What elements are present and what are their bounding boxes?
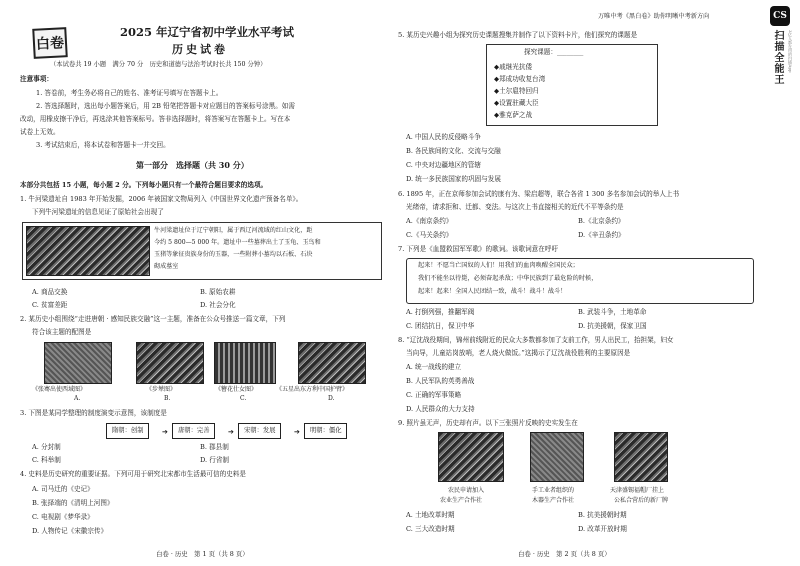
q7-lyric-line: 起来！起来！全国人民团结一致，战斗！战斗！战斗！ [418,288,567,295]
q6-option-a[interactable]: A.《南京条约》 [406,217,453,225]
exam-subtitle: 历史试卷 [172,43,228,56]
q7-option-d[interactable]: D. 抗美援朝，保家卫国 [578,322,647,330]
part1-title: 第一部分 选择题（共 30 分） [136,160,249,170]
q7-lyric-line: 我们不能坐以待毙，必须奋起杀敌；中华民族到了最危险的时候， [418,275,598,282]
q6-stem: 光绪帝，请求拒和、迁都、变法。与这次上书直接相关的近代不平等条约是 [406,203,624,211]
q8-stem: 8. “辽沈战役期间，锦州前线附近的民众大多数都参加了支前工作，男人出民工，抬担架，妇女 [398,336,674,344]
q3-chain-step: 隋朝：创制 [106,423,149,439]
camscanner-logo: CS [770,6,790,26]
q9-caption: 木器生产合作社 [532,497,575,504]
q5-card-item: ◆雅克萨之战 [494,111,533,119]
q4-stem: 4. 史料是历史研究的重要证据。下列可用于研究北宋都市生活最可信的史料是 [20,470,246,478]
q4-option-c[interactable]: C. 电视剧《梦华录》 [32,513,94,521]
q1-box-line: 牛河梁遗址位于辽宁朝阳，属于西辽河流域的红山文化，距 [154,227,313,234]
q3-option-d[interactable]: D. 行省制 [200,456,230,464]
q2-caption-a: 《张骞出使西域图》 [32,386,87,393]
notice-line: 改动，用橡皮擦干净后，再选涂其他答案标号。答非选择题时，将答案写在答题卡上。写在本 [20,115,291,123]
part1-intro: 本部分共包括 15 小题，每小题 2 分。下列每小题只有一个最符合题目要求的选项。 [20,181,268,189]
q9-option-c[interactable]: C. 三大改造时期 [406,525,455,533]
q1-stem: 下列牛河梁遗址的信息见证了原始社会出现了 [32,208,164,216]
q2-caption-c: 《簪花仕女图》 [215,386,258,393]
notice-line: 1. 答卷前，考生务必将自己的姓名、准考证号填写在答题卡上。 [36,89,223,97]
q9-caption: 农业生产合作社 [440,497,483,504]
q9-option-d[interactable]: D. 改革开放时期 [578,525,627,533]
q9-option-b[interactable]: B. 抗美援朝时期 [578,511,627,519]
q2-letter: D. [328,395,335,402]
niuheliang-site-photo [26,226,150,276]
q7-lyric-line: 起来！不愿当亡国奴的人们！用我们的血肉唤醒全国民众； [418,262,579,269]
q1-option-d[interactable]: D. 社会分化 [200,301,236,309]
q3-chain-step: 明朝：僵化 [304,423,347,439]
q5-option-a[interactable]: A. 中国人民的反侵略斗争 [406,133,481,141]
notice-line: 3. 考试结束后，将本试卷和答题卡一并交回。 [36,141,170,149]
page-2 [398,0,760,566]
exam-title: 2025 年辽宁省初中学业水平考试 [120,25,295,39]
q7-option-b[interactable]: B. 武装斗争，土地革命 [578,308,647,316]
q1-option-c[interactable]: C. 贫富差距 [32,301,68,309]
q2-letter: B. [164,395,171,402]
q6-option-b[interactable]: B.《北京条约》 [578,217,625,225]
q8-stem: 当向导，儿童站岗放哨，老人烧火做饭。”这揭示了辽沈战役胜利的主要原因是 [406,349,631,357]
chain-arrow-icon: ➔ [294,428,300,436]
q9-photo-farmers [438,432,504,482]
q9-photo-hat-factory [614,432,668,482]
q2-image-c[interactable] [214,342,276,384]
chain-arrow-icon: ➔ [228,428,234,436]
q8-option-b[interactable]: B. 人民军队的英勇善战 [406,377,475,385]
q8-option-d[interactable]: D. 人民群众的大力支持 [406,405,475,413]
q2-stem: 符合该主题的配图是 [32,328,92,336]
q9-caption: 农民申请加入 [448,487,485,494]
q3-chain-step: 宋朝：发展 [238,423,281,439]
q2-caption-d: 《五星出东方利中国护臂》 [276,386,349,393]
q6-option-d[interactable]: D.《辛丑条约》 [578,231,625,239]
q2-stem: 2. 某历史小组围绕“走进唐朝 · 感知民族交融”这一主题，准备在公众号推送一篇文章，下列 [20,315,286,323]
camscanner-brand: 扫描全能王 [772,30,783,85]
q1-box-line: 砌成墓室 [154,263,179,270]
q9-option-a[interactable]: A. 土地改革时期 [406,511,455,519]
q2-letter: A. [74,395,81,402]
page-1 [18,0,388,566]
q7-stem: 7. 下列是《血盟救国军军歌》的歌词。该歌词意在呼吁 [398,245,559,253]
q1-option-b[interactable]: B. 原始农耕 [200,288,236,296]
q9-caption: 天津盛锡福帽厂挂上 [610,487,665,494]
page-footer-right: 白卷 · 历史 第 2 页（共 8 页） [518,550,611,558]
q5-stem: 5. 某历史兴趣小组为探究历史课题搜集并制作了以下资料卡片，他们探究的课题是 [398,31,638,39]
q1-stem: 1. 牛河梁遗址自 1983 年开始发掘，2006 年被国家文物局列入《中国世界文化遗产预备名单》。 [20,195,303,203]
q9-caption: 公私合营后的新厂牌 [614,497,669,504]
q2-letter: C. [240,395,247,402]
q3-stem: 3. 下图是某同学整理的制度演变示意图，该制度是 [20,409,167,417]
top-right-slogan: 万唯中考《黑白卷》助你明晰中考新方向 [598,13,710,20]
q2-caption-b: 《步辇图》 [146,386,177,393]
q7-option-a[interactable]: A. 打倒列强，推翻军阀 [406,308,475,316]
q5-card-item: ◆设置驻藏大臣 [494,99,539,107]
q2-image-d[interactable] [298,342,366,384]
q2-image-b[interactable] [136,342,204,384]
notice-line: 试卷上无效。 [20,128,60,136]
notice-line: 2. 答选择题时，选出每小题答案后，用 2B 铅笔把答题卡对应题目的答案标号涂黑。如需 [36,102,295,110]
q4-option-b[interactable]: B. 张择端的《清明上河图》 [32,499,114,507]
page-footer-left: 白卷 · 历史 第 1 页（共 8 页） [156,550,249,558]
q6-option-c[interactable]: C.《马关条约》 [406,231,453,239]
q2-image-a[interactable] [44,342,112,384]
white-paper-badge: 白卷 [32,27,68,59]
q5-option-b[interactable]: B. 各民族间的文化、交流与交融 [406,147,501,155]
q5-card-item: ◆土尔扈特回归 [494,87,539,95]
q4-option-d[interactable]: D. 人物传记《宋徽宗传》 [32,527,108,535]
q5-option-d[interactable]: D. 统一多民族国家的巩固与发展 [406,175,501,183]
q9-photo-workshop [530,432,584,482]
q5-card-title: 探究课题：________ [524,48,584,56]
q5-card-item: ◆戚继光抗倭 [494,63,533,71]
q7-option-c[interactable]: C. 团结抗日，保卫中华 [406,322,475,330]
q3-option-c[interactable]: C. 科举制 [32,456,61,464]
q8-option-c[interactable]: C. 正确的军事策略 [406,391,462,399]
q5-card-item: ◆郑成功收复台湾 [494,75,546,83]
q3-chain-step: 唐朝：完善 [172,423,215,439]
q9-stem: 9. 照片虽无声，历史却有声。以下三张照片反映的史实发生在 [398,419,578,427]
q1-option-a[interactable]: A. 商品交换 [32,288,68,296]
q1-box-line: 玉猪等象征贵族身份的玉器，一些附葬小墓均以石板、石块 [154,251,313,258]
q4-option-a[interactable]: A. 司马迁的《史记》 [32,485,94,493]
camscanner-slogan: 3亿人都在用的扫描App [788,30,793,73]
q8-option-a[interactable]: A. 统一战线的建立 [406,363,462,371]
q3-option-b[interactable]: B. 郡县制 [200,443,229,451]
q9-caption: 手工业者组织的 [532,487,575,494]
q6-stem: 6. 1895 年，正在京师参加会试的康有为、梁启超等，联合各省 1 300 多名参加会试的举人上书 [398,190,680,198]
notice-title: 注意事项： [20,75,53,83]
chain-arrow-icon: ➔ [162,428,168,436]
q3-option-a[interactable]: A. 分封制 [32,443,61,451]
exam-note: （本试卷共 19 小题 满分 70 分 历史和道德与法治考试时长共 150 分钟） [50,61,267,68]
q1-box-line: 今约 5 800—5 000 年。遗址中一些墓葬出土了玉龟、玉鸟和 [154,239,321,246]
q5-option-c[interactable]: C. 中央对边疆地区的管辖 [406,161,481,169]
